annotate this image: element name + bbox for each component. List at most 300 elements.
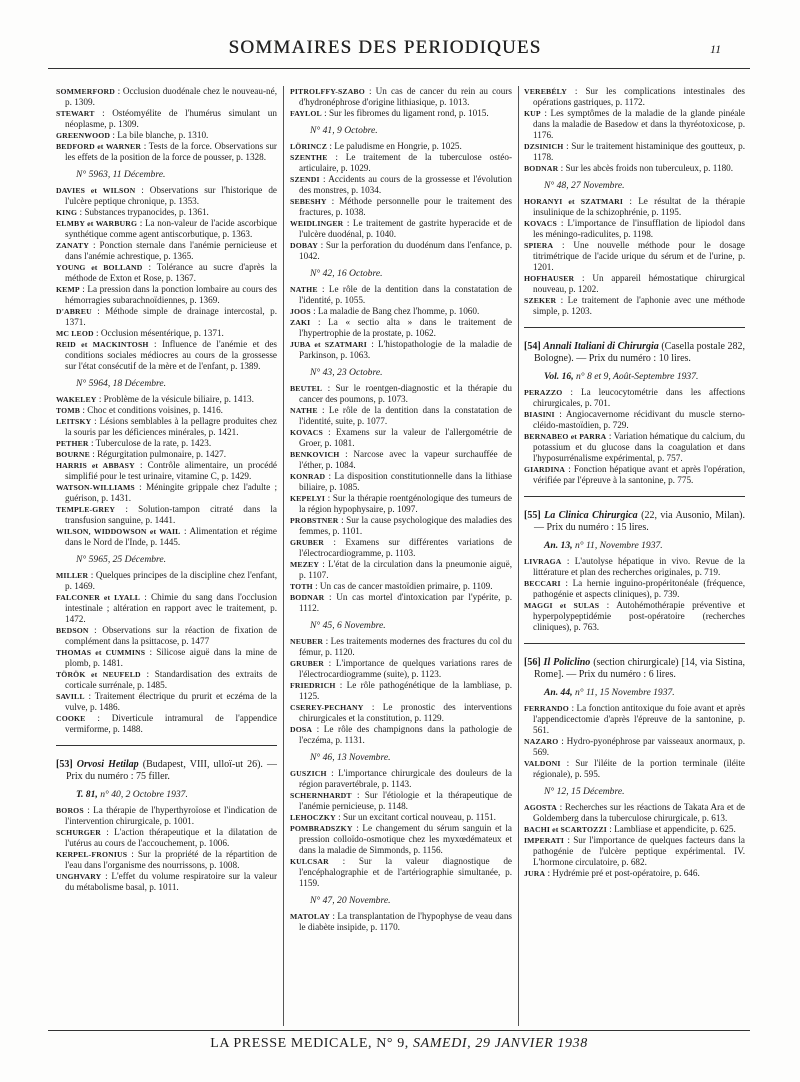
entry-title: : La transplantation de l'hypophyse de veau dans le diabète insipide, p. 1170. [299, 911, 512, 932]
article-entry [56, 262, 277, 284]
entry-author: DAVIES et WILSON [56, 186, 136, 195]
entry-author: FRIEDRICH [290, 681, 336, 690]
article-entry [56, 438, 277, 449]
entry-author: TOTH [290, 582, 313, 591]
article-entry [290, 636, 512, 658]
entry-title: : Un cas mortel d'intoxication par l'ypérite, p. 1112. [299, 592, 512, 613]
footer-date: SAMEDI, 29 JANVIER 1938 [413, 1036, 588, 1051]
volume-heading [544, 371, 745, 382]
article-entry [290, 196, 512, 218]
entry-title: : Observations sur la réaction de fixation de complément dans la psittacose, p. 1477 [65, 625, 277, 646]
entry-author: JUBA et SZATMARI [290, 340, 367, 349]
entry-title: : Contrôle alimentaire, un procédé simplifié pour le test urinaire, vitamine C, p. 1429. [65, 460, 277, 481]
issue-heading: N° 5963, 11 Décembre. [76, 169, 166, 180]
entry-title: : La fonction antitoxique du foie avant et après l'appendicectomie d'après l'épreuve de la santonine, p. 561. [533, 703, 745, 735]
article-entry [56, 449, 277, 460]
entry-title: : Fonction hépatique avant et après l'opération, vérifiée par l'épreuve à la santonine, p. 775. [533, 464, 745, 485]
entry-author: KONRAD [290, 472, 326, 481]
entry-title: : Problème de la vésicule biliaire, p. 1413. [98, 394, 254, 404]
column-3 [524, 86, 745, 1028]
article-entry [524, 409, 745, 431]
entry-title: : Alimentation et régime dans le Nord de l'Inde, p. 1445. [65, 526, 277, 547]
issue-heading: N° 47, 20 Novembre. [310, 895, 391, 906]
entry-title: : Lambliase et appendicite, p. 625. [609, 824, 736, 834]
header-rule [48, 68, 750, 69]
entry-title: : La hernie inguino-propéritonéale (fréquence, pathogénie et aspects cliniques), p. 739. [533, 578, 745, 599]
journal-name: Annali Italiani di Chirurgia [543, 341, 659, 352]
entry-author: BENKOVICH [290, 450, 340, 459]
article-entry [290, 383, 512, 405]
entry-title: : Le paludisme en Hongrie, p. 1025. [329, 141, 462, 151]
entry-title: : Tolérance au sucre d'après la méthode de Exton et Rose, p. 1367. [65, 262, 277, 283]
entry-author: HOFHAUSER [524, 274, 575, 283]
article-entry [524, 431, 745, 464]
entry-title: : Sur la valeur diagnostique de l'encéphalographie et de l'artériographie simultanée, p. 1159. [299, 856, 512, 888]
entry-title: : Substances trypanocides, p. 1361. [79, 207, 209, 217]
article-entry [56, 284, 277, 306]
entry-author: HORANYI et SZATMARI [524, 197, 624, 206]
entry-author: MATOLAY [290, 912, 330, 921]
entry-author: FALCONER et LYALL [56, 593, 141, 602]
article-entry [524, 273, 745, 295]
entry-author: NEUBER [290, 637, 324, 646]
entry-author: POMBRADSZKY [290, 824, 353, 833]
entry-title: : Le rôle de la dentition dans la constatation de l'identité, suite, p. 1077. [299, 405, 512, 426]
entry-title: : Le traitement de l'aphonie avec une méthode simple, p. 1203. [533, 295, 745, 316]
entry-author: COOKE [56, 714, 86, 723]
entry-title: : La « sectio alta » dans le traitement de l'hypertrophie de la prostate, p. 1062. [299, 317, 512, 338]
article-entry [290, 856, 512, 889]
entry-author: GRUBER [290, 538, 324, 547]
entry-title: : Sur l'iléite de la portion terminale (iléite régionale), p. 595. [533, 758, 745, 779]
article-entry [524, 600, 745, 633]
entry-title: : Le traitement de la tuberculose ostéo-articulaire, p. 1029. [299, 152, 512, 173]
entry-title: : La disposition constitutionnelle dans la lithiase biliaire, p. 1085. [299, 471, 512, 492]
article-entry [290, 911, 512, 933]
entry-author: AGOSTA [524, 803, 557, 812]
entry-title: : Hydro-pyonéphrose par vaisseaux anormaux, p. 569. [533, 736, 745, 757]
entry-title: : Tuberculose de la rate, p. 1423. [90, 438, 212, 448]
entry-author: WATSON-WILLIAMS [56, 483, 135, 492]
entry-author: BACHI et SCARTOZZI [524, 825, 607, 834]
entry-title: : Chimie du sang dans l'occlusion intestinale ; altération en rapport avec le traitement, p. 1472. [65, 592, 277, 624]
column-2 [290, 86, 512, 1028]
entry-title: : Le changement du sérum sanguin et la pression colloïdo-osmotique chez les myxœdémateux et dans la maladie de Simmonds, p. 1156. [299, 823, 512, 855]
entry-author: BODNAR [290, 593, 325, 602]
entry-author: WILSON, WIDDOWSON et WAIL [56, 527, 181, 536]
volume-label: T. 81, [76, 789, 98, 800]
article-entry [56, 108, 277, 130]
article-entry [524, 240, 745, 273]
entry-title: : L'importance de quelques variations rares de l'électrocardiogramme (suite), p. 1123. [299, 658, 512, 679]
entry-title: : Variation hématique du calcium, du potassium et du glucose dans la coagulation et dans l'hyposurrénalisme expérimental, p. 757. [533, 431, 745, 463]
entry-title: : L'autolyse hépatique in vivo. Revue de la littérature et plan des recherches originales, p. 719. [533, 556, 745, 577]
article-entry [290, 724, 512, 746]
entry-title: : Une nouvelle méthode pour le dosage titrimétrique de l'acide urique du sérum et de l'urine, p. 1201. [533, 240, 745, 272]
article-entry [290, 515, 512, 537]
entry-author: SCHERNHARDT [290, 791, 352, 800]
entry-author: SAVILL [56, 692, 85, 701]
entry-author: NAZARO [524, 737, 559, 746]
issue-heading: N° 5964, 18 Décembre. [76, 378, 167, 389]
entry-author: LEITSKY [56, 417, 92, 426]
entry-title: : L'état de la circulation dans la pneumonie aiguë, p. 1107. [299, 559, 512, 580]
entry-title: : Ostéomyélite de l'humérus simulant un néoplasme, p. 1309. [65, 108, 277, 129]
entry-author: KEPELYI [290, 494, 326, 503]
article-entry [290, 152, 512, 174]
entry-title: : Méthode personnelle pour le traitement des fractures, p. 1038. [299, 196, 512, 217]
article-entry [56, 218, 277, 240]
article-entry [56, 306, 277, 328]
entry-title: : Le pronostic des interventions chirurgicales et la constitution, p. 1129. [299, 702, 512, 723]
entry-title: : Observations sur l'historique de l'ulcère peptique chronique, p. 1353. [65, 185, 277, 206]
issue-heading: N° 46, 13 Novembre. [310, 752, 391, 763]
column-divider [283, 86, 284, 1026]
entry-title: : Régurgitation pulmonaire, p. 1427. [92, 449, 227, 459]
article-entry [56, 86, 277, 108]
article-entry [56, 405, 277, 416]
article-entry [524, 218, 745, 240]
article-entry [56, 526, 277, 548]
article-entry [524, 824, 745, 835]
volume-text: n° 11, Novembre 1937. [574, 540, 663, 551]
column-1 [56, 86, 277, 1028]
journal-name: Il Policlino [543, 657, 591, 668]
article-entry [56, 669, 277, 691]
entry-title: : Silicose aiguë dans la mine de plomb, p. 1481. [65, 647, 277, 668]
entry-title: : La bile blanche, p. 1310. [112, 130, 209, 140]
entry-author: MEZEY [290, 560, 320, 569]
article-entry [290, 537, 512, 559]
entry-title: : Tests de la force. Observations sur les effets de la position de la force de pousser, p. 1328. [65, 141, 277, 162]
article-entry [56, 482, 277, 504]
volume-label: An. 13, [544, 540, 573, 551]
article-entry [56, 207, 277, 218]
article-entry [524, 163, 745, 174]
article-entry [524, 835, 745, 868]
entry-title: : Solution-tampon citraté dans la transfusion sanguine, p. 1441. [65, 504, 277, 525]
article-entry [56, 871, 277, 893]
journal-number: [56] [524, 657, 541, 668]
entry-author: BEDSON [56, 626, 89, 635]
volume-label: An. 44, [544, 687, 573, 698]
volume-heading [76, 789, 277, 800]
entry-title: : Sur la perforation du duodénum dans l'enfance, p. 1042. [299, 240, 512, 261]
article-entry [524, 703, 745, 736]
journal-number: [53] [56, 759, 73, 770]
entry-title: : Standardisation des extraits de corticale surrénale, p. 1485. [65, 669, 277, 690]
page-number: 11 [710, 42, 722, 56]
entry-author: SZEKER [524, 296, 557, 305]
journal-heading [524, 327, 745, 365]
article-entry [524, 387, 745, 409]
entry-title: : Accidents au cours de la grossesse et l'évolution des monstres, p. 1034. [299, 174, 512, 195]
article-entry [524, 758, 745, 780]
entry-author: FERRANDO [524, 704, 569, 713]
article-entry [56, 394, 277, 405]
entry-author: GIARDINA [524, 465, 566, 474]
entry-author: YOUNG et BOLLAND [56, 263, 143, 272]
entry-author: DOBAY [290, 241, 318, 250]
entry-title: : Influence de l'anémie et des conditions sociales médiocres au cours de la grossesse sur l'état consécutif de la mère et de l'enfant, p. 1389. [65, 339, 277, 371]
entry-author: ZANATY [56, 241, 89, 250]
entry-title: : L'effet du volume respiratoire sur la valeur du métabolisme basal, p. 1011. [65, 871, 277, 892]
entry-author: TÖRÖK et NEUFELD [56, 670, 141, 679]
article-entry [290, 812, 512, 823]
entry-author: DZSINICH [524, 142, 564, 151]
article-entry [290, 306, 512, 317]
journal-details: (Casella postale 282, Bologne). — Prix du numéro : 10 lires. [534, 341, 745, 364]
entry-title: : La pression dans la ponction lombaire au cours des hémorragies subarachnoïdiennes, p. 1369. [65, 284, 277, 305]
page-title: SOMMAIRES DES PERIODIQUES [228, 37, 542, 58]
entry-author: TEMPLE-GREY [56, 505, 116, 514]
issue-heading: N° 43, 23 Octobre. [310, 367, 383, 378]
issue-heading: N° 48, 27 Novembre. [544, 180, 625, 191]
entry-author: UNGHVARY [56, 872, 102, 881]
entry-author: MC LEOD [56, 329, 94, 338]
article-entry [56, 185, 277, 207]
entry-title: : Le rôle de la dentition dans la constatation de l'identité, p. 1055. [299, 284, 512, 305]
entry-author: GREENWOOD [56, 131, 111, 140]
entry-author: JURA [524, 869, 546, 878]
entry-title: : L'importance chirurgicale des douleurs de la région paravertébrale, p. 1143. [299, 768, 512, 789]
entry-author: JOOS [290, 307, 311, 316]
entry-author: VEREBÉLY [524, 87, 567, 96]
entry-title: : Le résultat de la thérapie insulinique de la schizophrénie, p. 1195. [533, 196, 745, 217]
entry-author: KOVACS [290, 428, 323, 437]
article-entry [56, 130, 277, 141]
entry-author: BOURNE [56, 450, 90, 459]
entry-author: KUP [524, 109, 541, 118]
entry-author: LEHOCZKY [290, 813, 336, 822]
volume-text: n° 11, 15 Novembre 1937. [574, 687, 675, 698]
article-entry [290, 317, 512, 339]
entry-title: : La leucocytométrie dans les affections chirurgicales, p. 701. [533, 387, 745, 408]
article-entry [290, 592, 512, 614]
entry-author: BEUTEL [290, 384, 323, 393]
entry-author: SPIERA [524, 241, 554, 250]
article-entry [56, 570, 277, 592]
article-entry [290, 493, 512, 515]
entry-title: : Occlusion mésentérique, p. 1371. [96, 328, 224, 338]
article-entry [56, 647, 277, 669]
entry-author: D'ABREU [56, 307, 92, 316]
entry-title: : Sur le traitement histaminique des goutteux, p. 1178. [533, 141, 745, 162]
article-entry [56, 240, 277, 262]
article-entry [290, 768, 512, 790]
article-entry [290, 449, 512, 471]
entry-author: KULCSAR [290, 857, 329, 866]
journal-heading [524, 643, 745, 681]
entry-author: KERPEL-FRONIUS [56, 850, 128, 859]
journal-details: (22, via Ausonio, Milan). — Prix du numéro : 15 lires. [534, 510, 745, 533]
article-entry [290, 471, 512, 493]
entry-title: : Hydrémie pré et post-opératoire, p. 646. [547, 868, 700, 878]
entry-author: PROBSTNER [290, 516, 339, 525]
article-entry [290, 218, 512, 240]
article-entry [56, 827, 277, 849]
entry-author: GRUBER [290, 659, 324, 668]
entry-title: : Sur la propriété de la répartition de l'eau dans l'organisme des nourrissons, p. 1008. [65, 849, 277, 870]
article-entry [290, 86, 512, 108]
volume-text: n° 8 et 9, Août-Septembre 1937. [576, 371, 699, 382]
entry-title: : Sur la thérapie roentgénologique des tumeurs de la région hypophysaire, p. 1097. [299, 493, 512, 514]
entry-title: : Sur un excitant cortical nouveau, p. 1151. [338, 812, 496, 822]
entry-author: FAYLOL [290, 109, 322, 118]
entry-title: : Examens sur différentes variations de l'électrocardiogramme, p. 1103. [299, 537, 512, 558]
entry-author: BOROS [56, 806, 84, 815]
entry-author: BIASINI [524, 410, 555, 419]
volume-heading [544, 687, 745, 698]
entry-author: PITROLFFY-SZABO [290, 87, 365, 96]
article-entry [56, 805, 277, 827]
article-entry [56, 504, 277, 526]
journal-number: [55] [524, 510, 541, 521]
entry-title: : Le traitement de gastrite hyperacide et de l'ulcère duodénal, p. 1040. [299, 218, 512, 239]
entry-author: CSEREY-PECHANY [290, 703, 364, 712]
entry-title: : Sur l'étiologie et la thérapeutique de l'anémie pernicieuse, p. 1148. [299, 790, 512, 811]
entry-author: LÖRINCZ [290, 142, 328, 151]
article-entry [524, 556, 745, 578]
entry-title: : Lésions semblables à la pellagre produites chez la souris par les déficiences minérales, p. 1421. [65, 416, 277, 437]
entry-title: : Les symptômes de la maladie de la glande pinéale dans la maladie de Basedow et dans la thyréotoxicose, p. 1176. [533, 108, 745, 140]
entry-author: LIVRAGA [524, 557, 562, 566]
entry-title: : L'histopathologie de la maladie de Parkinson, p. 1063. [299, 339, 512, 360]
article-entry [56, 141, 277, 163]
entry-author: THOMAS et CUMMINS [56, 648, 146, 657]
entry-title: : Narcose avec la vapeur surchauffée de l'éther, p. 1084. [299, 449, 512, 470]
entry-author: ELMBY et WARBURG [56, 219, 138, 228]
issue-heading: N° 12, 15 Décembre. [544, 786, 625, 797]
entry-author: SOMMERFORD [56, 87, 115, 96]
entry-title: : Angiocavernome récidivant du muscle sterno-cléido-mastoïdien, p. 729. [533, 409, 745, 430]
article-entry [290, 339, 512, 361]
entry-author: BECCARI [524, 579, 561, 588]
entry-author: SZENDI [290, 175, 320, 184]
entry-author: MILLER [56, 571, 89, 580]
article-entry [524, 464, 745, 486]
footer [48, 1036, 750, 1052]
article-entry [56, 691, 277, 713]
entry-author: WAKELEY [56, 395, 97, 404]
entry-title: : Un appareil hémostatique chirurgical nouveau, p. 1202. [533, 273, 745, 294]
article-entry [56, 339, 277, 372]
entry-author: STEWART [56, 109, 95, 118]
article-entry [290, 284, 512, 306]
article-entry [290, 680, 512, 702]
article-entry [524, 802, 745, 824]
entry-author: BEDFORD et WARNER [56, 142, 142, 151]
volume-text: n° 40, 2 Octobre 1937. [100, 789, 188, 800]
issue-heading: N° 41, 9 Octobre. [310, 125, 378, 136]
volume-heading [544, 540, 745, 551]
entry-author: KOVACS [524, 219, 557, 228]
entry-title: : Sur la cause psychologique des maladies des femmes, p. 1101. [299, 515, 512, 536]
article-entry [290, 823, 512, 856]
entry-title: : La thérapie de l'hyperthyroïose et l'indication de l'intervention chirurgicale, p. 1001. [65, 805, 277, 826]
entry-title: : Sur les abcès froids non tuberculeux, p. 1180. [560, 163, 734, 173]
entry-author: VALDONI [524, 759, 561, 768]
article-entry [524, 196, 745, 218]
article-entry [290, 174, 512, 196]
entry-author: WEIDLINGER [290, 219, 344, 228]
entry-title: : Choc et conditions voisines, p. 1416. [82, 405, 223, 415]
entry-author: GUSZICH [290, 769, 327, 778]
entry-title: : L'importance de l'insufflation de lipiodol dans les méningo-radiculites, p. 1198. [533, 218, 745, 239]
entry-author: IMPERATI [524, 836, 565, 845]
entry-title: : Sur l'importance de quelques facteurs dans la pathogénie de l'ulcère peptique expérimental. IV. L'hormone circulatoire, p. 682. [533, 835, 745, 867]
entry-title: : Diverticule intramural de l'appendice vermiforme, p. 1488. [65, 713, 277, 734]
entry-title: : Le rôle des champignons dans la pathologie de l'eczéma, p. 1131. [299, 724, 512, 745]
entry-title: : Recherches sur les réactions de Takata Ara et de Goldemberg dans la tuberculose chirurgicale, p. 613. [533, 802, 745, 823]
entry-title: : Autohémothérapie préventive et hyperpolypeptidémie post-opératoire (recherches cliniques), p. 763. [533, 600, 745, 632]
article-entry [56, 416, 277, 438]
article-entry [524, 141, 745, 163]
article-entry [56, 592, 277, 625]
issue-heading: N° 42, 16 Octobre. [310, 268, 383, 279]
article-entry [524, 578, 745, 600]
entry-author: PERAZZO [524, 388, 563, 397]
article-entry [290, 108, 512, 119]
entry-author: PETHER [56, 439, 89, 448]
entry-title: : Sur le roentgen-diagnostic et la thérapie du cancer des poumons, p. 1073. [299, 383, 512, 404]
entry-author: KEMP [56, 285, 80, 294]
column-divider [518, 86, 519, 1026]
entry-author: HARRIS et ABBASY [56, 461, 135, 470]
footer-rule [48, 1030, 750, 1031]
entry-title: : Sur les fibromes du ligament rond, p. 1015. [324, 108, 489, 118]
entry-author: ZAKI [290, 318, 311, 327]
entry-author: NATHE [290, 285, 318, 294]
entry-author: BERNABEO et PARRA [524, 432, 607, 441]
journal-heading [56, 745, 277, 783]
issue-heading: N° 45, 6 Novembre. [310, 620, 386, 631]
entry-title: : Les traitements modernes des fractures du col du fémur, p. 1120. [299, 636, 512, 657]
entry-author: KING [56, 208, 78, 217]
article-entry [290, 405, 512, 427]
journal-name: La Clinica Chirurgica [544, 510, 638, 521]
article-entry [524, 868, 745, 879]
article-entry [524, 86, 745, 108]
entry-title: : Un cas de cancer mastoïdien primaire, p. 1109. [315, 581, 493, 591]
article-entry [524, 108, 745, 141]
entry-title: : La non-valeur de l'acide ascorbique synthétique comme agent antiscorbutique, p. 1363. [65, 218, 277, 239]
journal-number: [54] [524, 341, 541, 352]
article-entry [56, 328, 277, 339]
article-entry [290, 559, 512, 581]
issue-heading: N° 5965, 25 Décembre. [76, 554, 167, 565]
entry-title: : Sur les complications intestinales des opérations gastriques, p. 1172. [533, 86, 745, 107]
article-entry [290, 581, 512, 592]
journal-name: Orvosi Hetilap [76, 759, 139, 770]
article-entry [290, 790, 512, 812]
entry-title: : Méningite grippale chez l'adulte ; guérison, p. 1431. [65, 482, 277, 503]
entry-title: : Examens sur la valeur de l'allergométrie de Groer, p. 1081. [299, 427, 512, 448]
article-entry [290, 702, 512, 724]
journal-heading [524, 496, 745, 534]
entry-title: : Un cas de cancer du rein au cours d'hydronéphrose d'origine lithiasique, p. 1013. [299, 86, 512, 107]
entry-title: : L'action thérapeutique et la dilatation de l'utérus au cours de l'accouchement, p. 1006. [65, 827, 277, 848]
entry-title: : Méthode simple de drainage intercostal, p. 1371. [65, 306, 277, 327]
entry-title: : Occlusion duodénale chez le nouveau-né, p. 1309. [65, 86, 277, 107]
article-entry [290, 141, 512, 152]
volume-label: Vol. 16, [544, 371, 574, 382]
article-entry [56, 849, 277, 871]
article-entry [524, 736, 745, 758]
entry-author: SZENTHE [290, 153, 328, 162]
entry-author: BODNAR [524, 164, 559, 173]
entry-title: : Le rôle pathogénétique de la lambliase, p. 1125. [299, 680, 512, 701]
